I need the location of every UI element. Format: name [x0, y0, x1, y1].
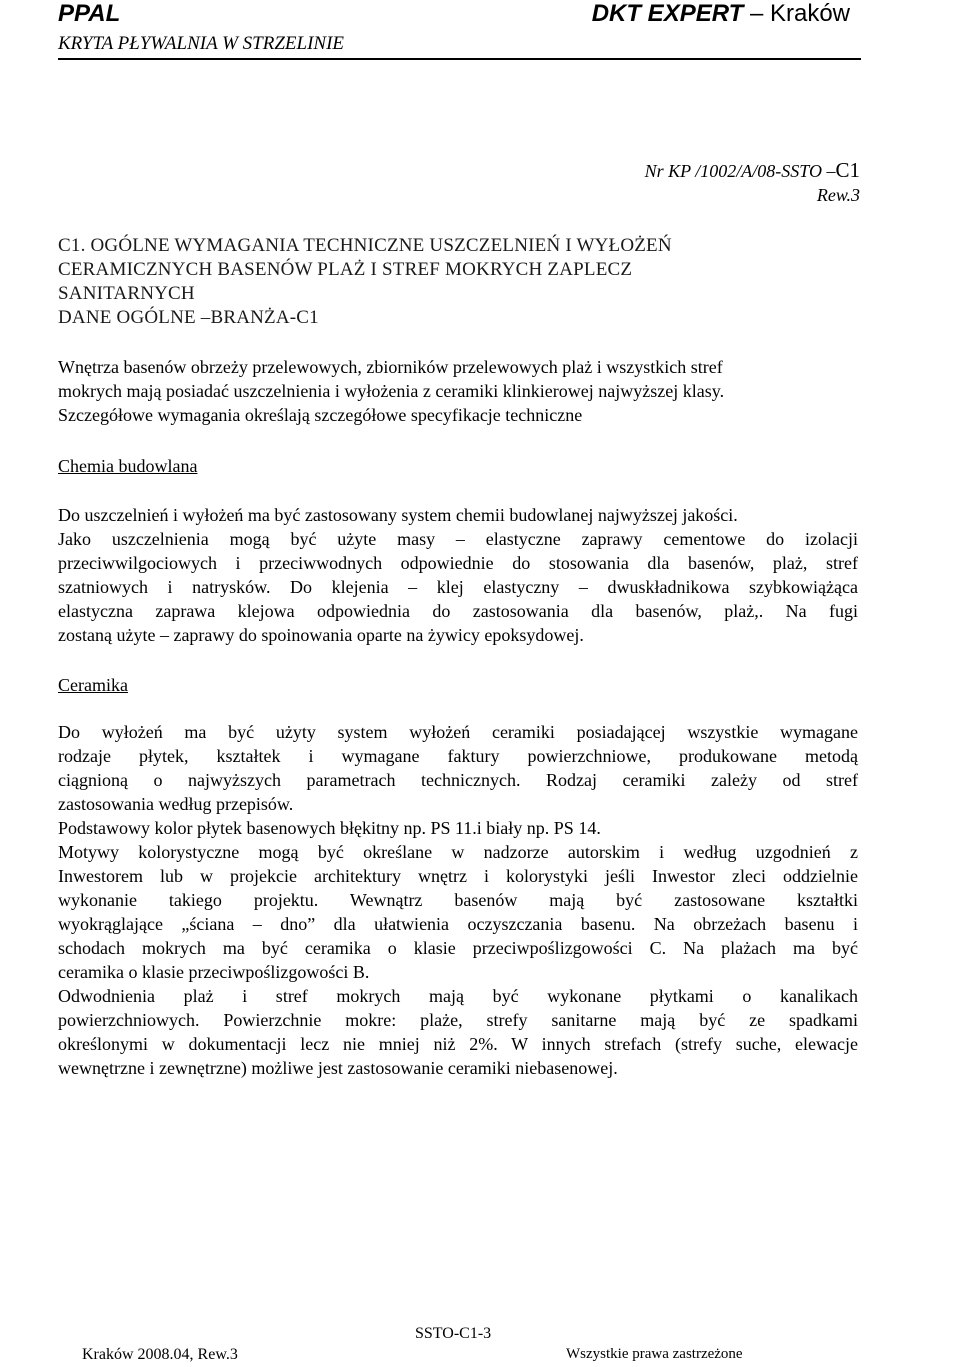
footer-page-number: SSTO-C1-3 [415, 1325, 492, 1342]
ceramika-p1-line-4: zastosowania według przepisów. [58, 794, 294, 814]
header-divider [58, 58, 861, 60]
ceramika-p4-line-3: określonymi w dokumentacji lecz nie mniej niż 2%. W innych strefach (strefy suche, elewacje [58, 1034, 858, 1054]
chemia-paragraph [58, 503, 858, 647]
chemia-title: Chemia budowlana [58, 456, 198, 476]
section-heading [58, 234, 888, 330]
intro-line-2: mokrych mają posiadać uszczelnienia i wyłożenia z ceramiki klinkierowej najwyższej klasy. [58, 381, 725, 401]
chemia-line-2: Jako uszczelnienia mogą być użyte masy – elastyczne zaprawy cementowe do izolacji [58, 529, 858, 549]
chemia-line-6: zostaną użyte – zaprawy do spoinowania oparte na żywicy epoksydowej. [58, 625, 584, 645]
ceramika-paragraph [58, 720, 858, 1080]
footer-date-revision: Kraków 2008.04, Rew.3 [82, 1346, 238, 1363]
ceramika-p4-line-1: Odwodnienia plaż i stref mokrych mają być wykonane płytkami o kanalikach [58, 986, 858, 1006]
doc-number-text: Nr KP /1002/A/08-SSTO – [644, 161, 836, 181]
ceramika-p3-line-4: wyokrąglające „ściana – dno” dla ułatwienia oczyszczania basenu. Na obrzeżach basenu i [58, 914, 858, 934]
chemia-line-5: elastyczna zaprawa klejowa odpowiednia do zastosowania dla basenów, plaż,. Na fugi [58, 601, 858, 621]
header-city: – Kraków [743, 0, 850, 27]
intro-line-1: Wnętrza basenów obrzeży przelewowych, zbiorników przelewowych plaż i wszystkich stref [58, 357, 723, 377]
ceramika-title: Ceramika [58, 675, 128, 695]
ceramika-p1-line-1: Do wyłożeń ma być użyty system wyłożeń ceramiki posiadającej wszystkie wymagane [58, 722, 858, 742]
header-left-title: PPAL [58, 0, 121, 27]
ceramika-p3-line-5: schodach mokrych ma być ceramika o klasie przeciwpoślizgowości C. Na plażach ma być [58, 938, 858, 958]
ceramika-p1-line-3: ciągnioną o najwyższych parametrach technicznych. Rodzaj ceramiki zależy od stref [58, 770, 858, 790]
heading-line-2: CERAMICZNYCH BASENÓW PLAŻ I STREF MOKRYCH ZAPLECZ [58, 259, 633, 280]
heading-line-4: DANE OGÓLNE –BRANŻA-C1 [58, 307, 319, 328]
intro-paragraph [58, 355, 858, 427]
ceramika-p3-line-1: Motywy kolorystyczne mogą być określane w nadzorze autorskim i według uzgodnień z [58, 842, 858, 862]
ceramika-p4-line-2: powierzchniowych. Powierzchnie mokre: plaże, strefy sanitarne mają być ze spadkami [58, 1010, 858, 1030]
heading-line-3: SANITARNYCH [58, 283, 195, 304]
header-company: DKT EXPERT [591, 0, 744, 27]
ceramika-p1-line-2: rodzaje płytek, kształtek i wymagane faktury powierzchniowe, produkowane metodą [58, 746, 858, 766]
doc-revision: Rew.3 [816, 185, 860, 205]
ceramika-p3-line-2: Inwestorem lub w projekcie architektury wnętrz i kolorystyki jeśli Inwestor zleci oddzielnie [58, 866, 858, 886]
ceramika-p3-line-6: ceramika o klasie przeciwpoślizgowości B. [58, 962, 370, 982]
header-right-title [592, 0, 850, 28]
heading-line-1: C1. OGÓLNE WYMAGANIA TECHNICZNE USZCZELNIEŃ I WYŁOŻEŃ [58, 235, 672, 256]
ceramika-p4-line-4: wewnętrzne i zewnętrzne) możliwe jest zastosowanie ceramiki niebasenowej. [58, 1058, 618, 1078]
ceramika-p3-line-3: wykonanie takiego projektu. Wewnątrz basenów mają być zastosowane kształtki [58, 890, 858, 910]
chemia-line-1: Do uszczelnień i wyłożeń ma być zastosowany system chemii budowlanej najwyższej jakości. [58, 505, 738, 525]
header-subtitle: KRYTA PŁYWALNIA W STRZELINIE [58, 33, 345, 54]
doc-number [645, 158, 860, 183]
footer-copyright: Wszystkie prawa zastrzeżone [566, 1346, 743, 1362]
ceramika-p2: Podstawowy kolor płytek basenowych błękitny np. PS 11.i biały np. PS 14. [58, 818, 601, 838]
chemia-line-3: przeciwwilgociowych i przeciwwodnych odpowiednie do stosowania dla basenów, plaż, stref [58, 553, 858, 573]
intro-line-3: Szczegółowe wymagania określają szczegółowe specyfikacje techniczne [58, 405, 583, 425]
doc-code: C1 [835, 158, 860, 182]
chemia-line-4: szatniowych i natrysków. Do klejenia – klej elastyczny – dwuskładnikowa szybkowiążąca [58, 577, 858, 597]
